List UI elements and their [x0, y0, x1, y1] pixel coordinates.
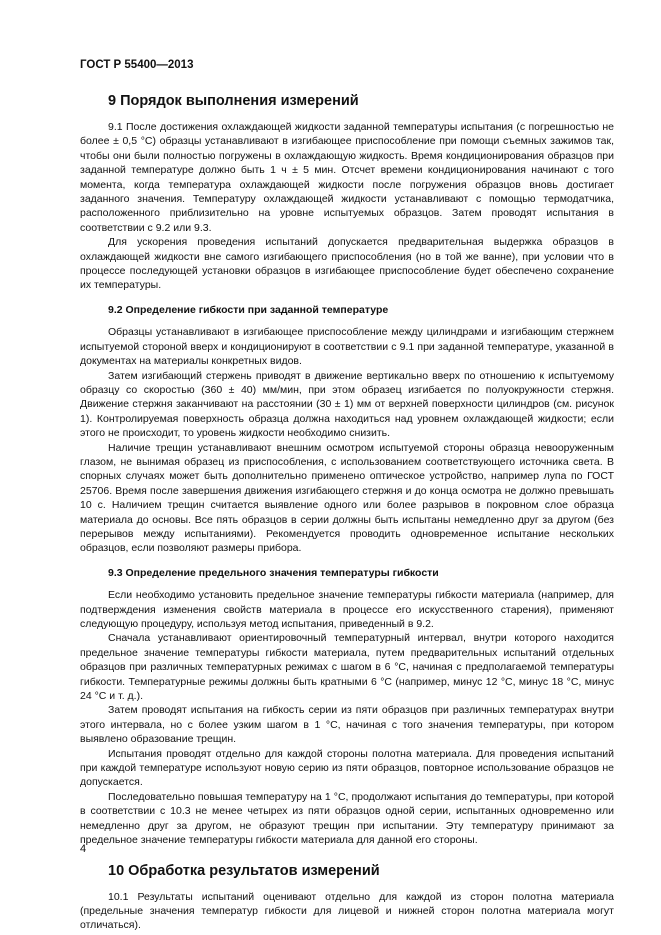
paragraph-9-3-a: Если необходимо установить предельное значение температуры гибкости материала (например, для подтверждения изменения свойств материала в процессе его искусственного старения), применяют следующую процедуру, используя метод испытания, приведенный в 9.2. — [80, 589, 614, 630]
section-9-2-title: 9.2 Определение гибкости при заданной температуре — [108, 303, 389, 316]
paragraph-10-1: 10.1 Результаты испытаний оценивают отдельно для каждой из сторон полотна материала (предельные значения температур гибкости для лицевой и нижней сторон полотна материала могут отличаться). — [80, 890, 614, 932]
paragraph-9-3-c: Затем проводят испытания на гибкость серии из пяти образцов при различных температурах внутри этого интервала, но с более узким шагом в 1 °С, начиная с того значения температуры, при котором выявлено образование трещин. — [80, 704, 614, 746]
paragraph-9-2-b: Затем изгибающий стержень приводят в движение вертикально вверх по отношению к испытуемому образцу со скоростью (360 ± 40) мм/мин, при этом образец изгибается по полуокружности стержня. Движение стержня заканчивают на расстоянии (30 ± 1) мм от верхней поверхности цилиндров (см. рисунок 1). Контролируемая поверхность образца должна находиться над уровнем охлаждающей жидкости; если этого не происходит, то уровень жидкости необходимо снизить. — [80, 369, 614, 440]
section-10-title: 10 Обработка результатов измерений — [108, 862, 380, 879]
paragraph-9-3-b: Сначала устанавливают ориентировочный температурный интервал, внутри которого находится предельное значение температуры гибкости материала, путем предварительных испытаний отдельных образцов при различных температурных режимах с шагом в 6 °С, начиная с предполагаемой температуры гибкости. Температурные режимы должны быть кратными 6 °С (например, минус 12 °С, минус 18 °С, минус 24 °С и т. д.). — [80, 632, 614, 703]
paragraph-9-1: 9.1 После достижения охлаждающей жидкости заданной температуры испытания (с погрешностью не более ± 0,5 °С) образцы устанавливают в изгибающее приспособление при помощи съемных зажимов так, чтобы они были полностью погружены в охлаждающую жидкость. Время кондиционирования образцов при заданной температуре должно быть 1 ч ± 5 мин. Отсчет времени кондиционирования начинают с того момента, когда температура охлаждающей жидкости после погружения образцов вновь достигает заданного значения. Температуру охлаждающей жидкости устанавливают с помощью термодатчика, расположенного приблизительно на уровне испытуемых образцов. Затем проводят испытания в соответствии с 9.2 или 9.3. — [80, 121, 614, 234]
paragraph-9-2-c: Наличие трещин устанавливают внешним осмотром испытуемой стороны образца невооруженным глазом, не вынимая образец из приспособления, с использованием соответствующего источника света. В спорных случаях может быть дополнительно применено оптическое устройство, например лупа по ГОСТ 25706. Время после завершения движения изгибающего стержня и до конца осмотра не должно превышать 10 с. Наличием трещин считается выявление одного или более разрывов в покровном слое образца материала до основы. Все пять образцов в серии должны быть испытаны немедленно друг за другом (без перерывов между испытаниями). Рекомендуется проводить одновременное испытание нескольких образцов, если позволяют размеры прибора. — [80, 441, 614, 555]
document-header: ГОСТ Р 55400—2013 — [80, 59, 194, 71]
page-number: 4 — [80, 843, 87, 855]
page-content — [80, 92, 614, 933]
section-9-title: 9 Порядок выполнения измерений — [108, 93, 359, 109]
paragraph-9-3-e: Последовательно повышая температуру на 1 °С, продолжают испытания до температуры, при которой в соответствии с 10.3 не менее четырех из пяти образцов одной серии, испытанных одновременно или немедленно друг за другом, не образуют трещин при испытании. Эту температуру принимают за предельное значение температуры гибкости материала для данной его стороны. — [80, 790, 614, 847]
paragraph-9-3-d: Испытания проводят отдельно для каждой стороны полотна материала. Для проведения испытаний при каждой температуре используют новую серию из пяти образцов, повторное использование образцов не допускается. — [80, 747, 614, 789]
paragraph-9-1-b: Для ускорения проведения испытаний допускается предварительная выдержка образцов в охлаждающей жидкости вне самого изгибающего приспособления (но в той же ванне), при условии что в процессе последующей установки образцов в изгибающее приспособление будет обеспечено сохранение их температуры. — [80, 236, 614, 292]
section-9-3-title: 9.3 Определение предельного значения температуры гибкости — [108, 566, 439, 579]
paragraph-9-2-a: Образцы устанавливают в изгибающее приспособление между цилиндрами и изгибающим стержнем испытуемой стороной вверх и кондиционируют в соответствии с 9.1 при заданной температуре, указанной в документах на материалы конкретных видов. — [80, 326, 614, 368]
